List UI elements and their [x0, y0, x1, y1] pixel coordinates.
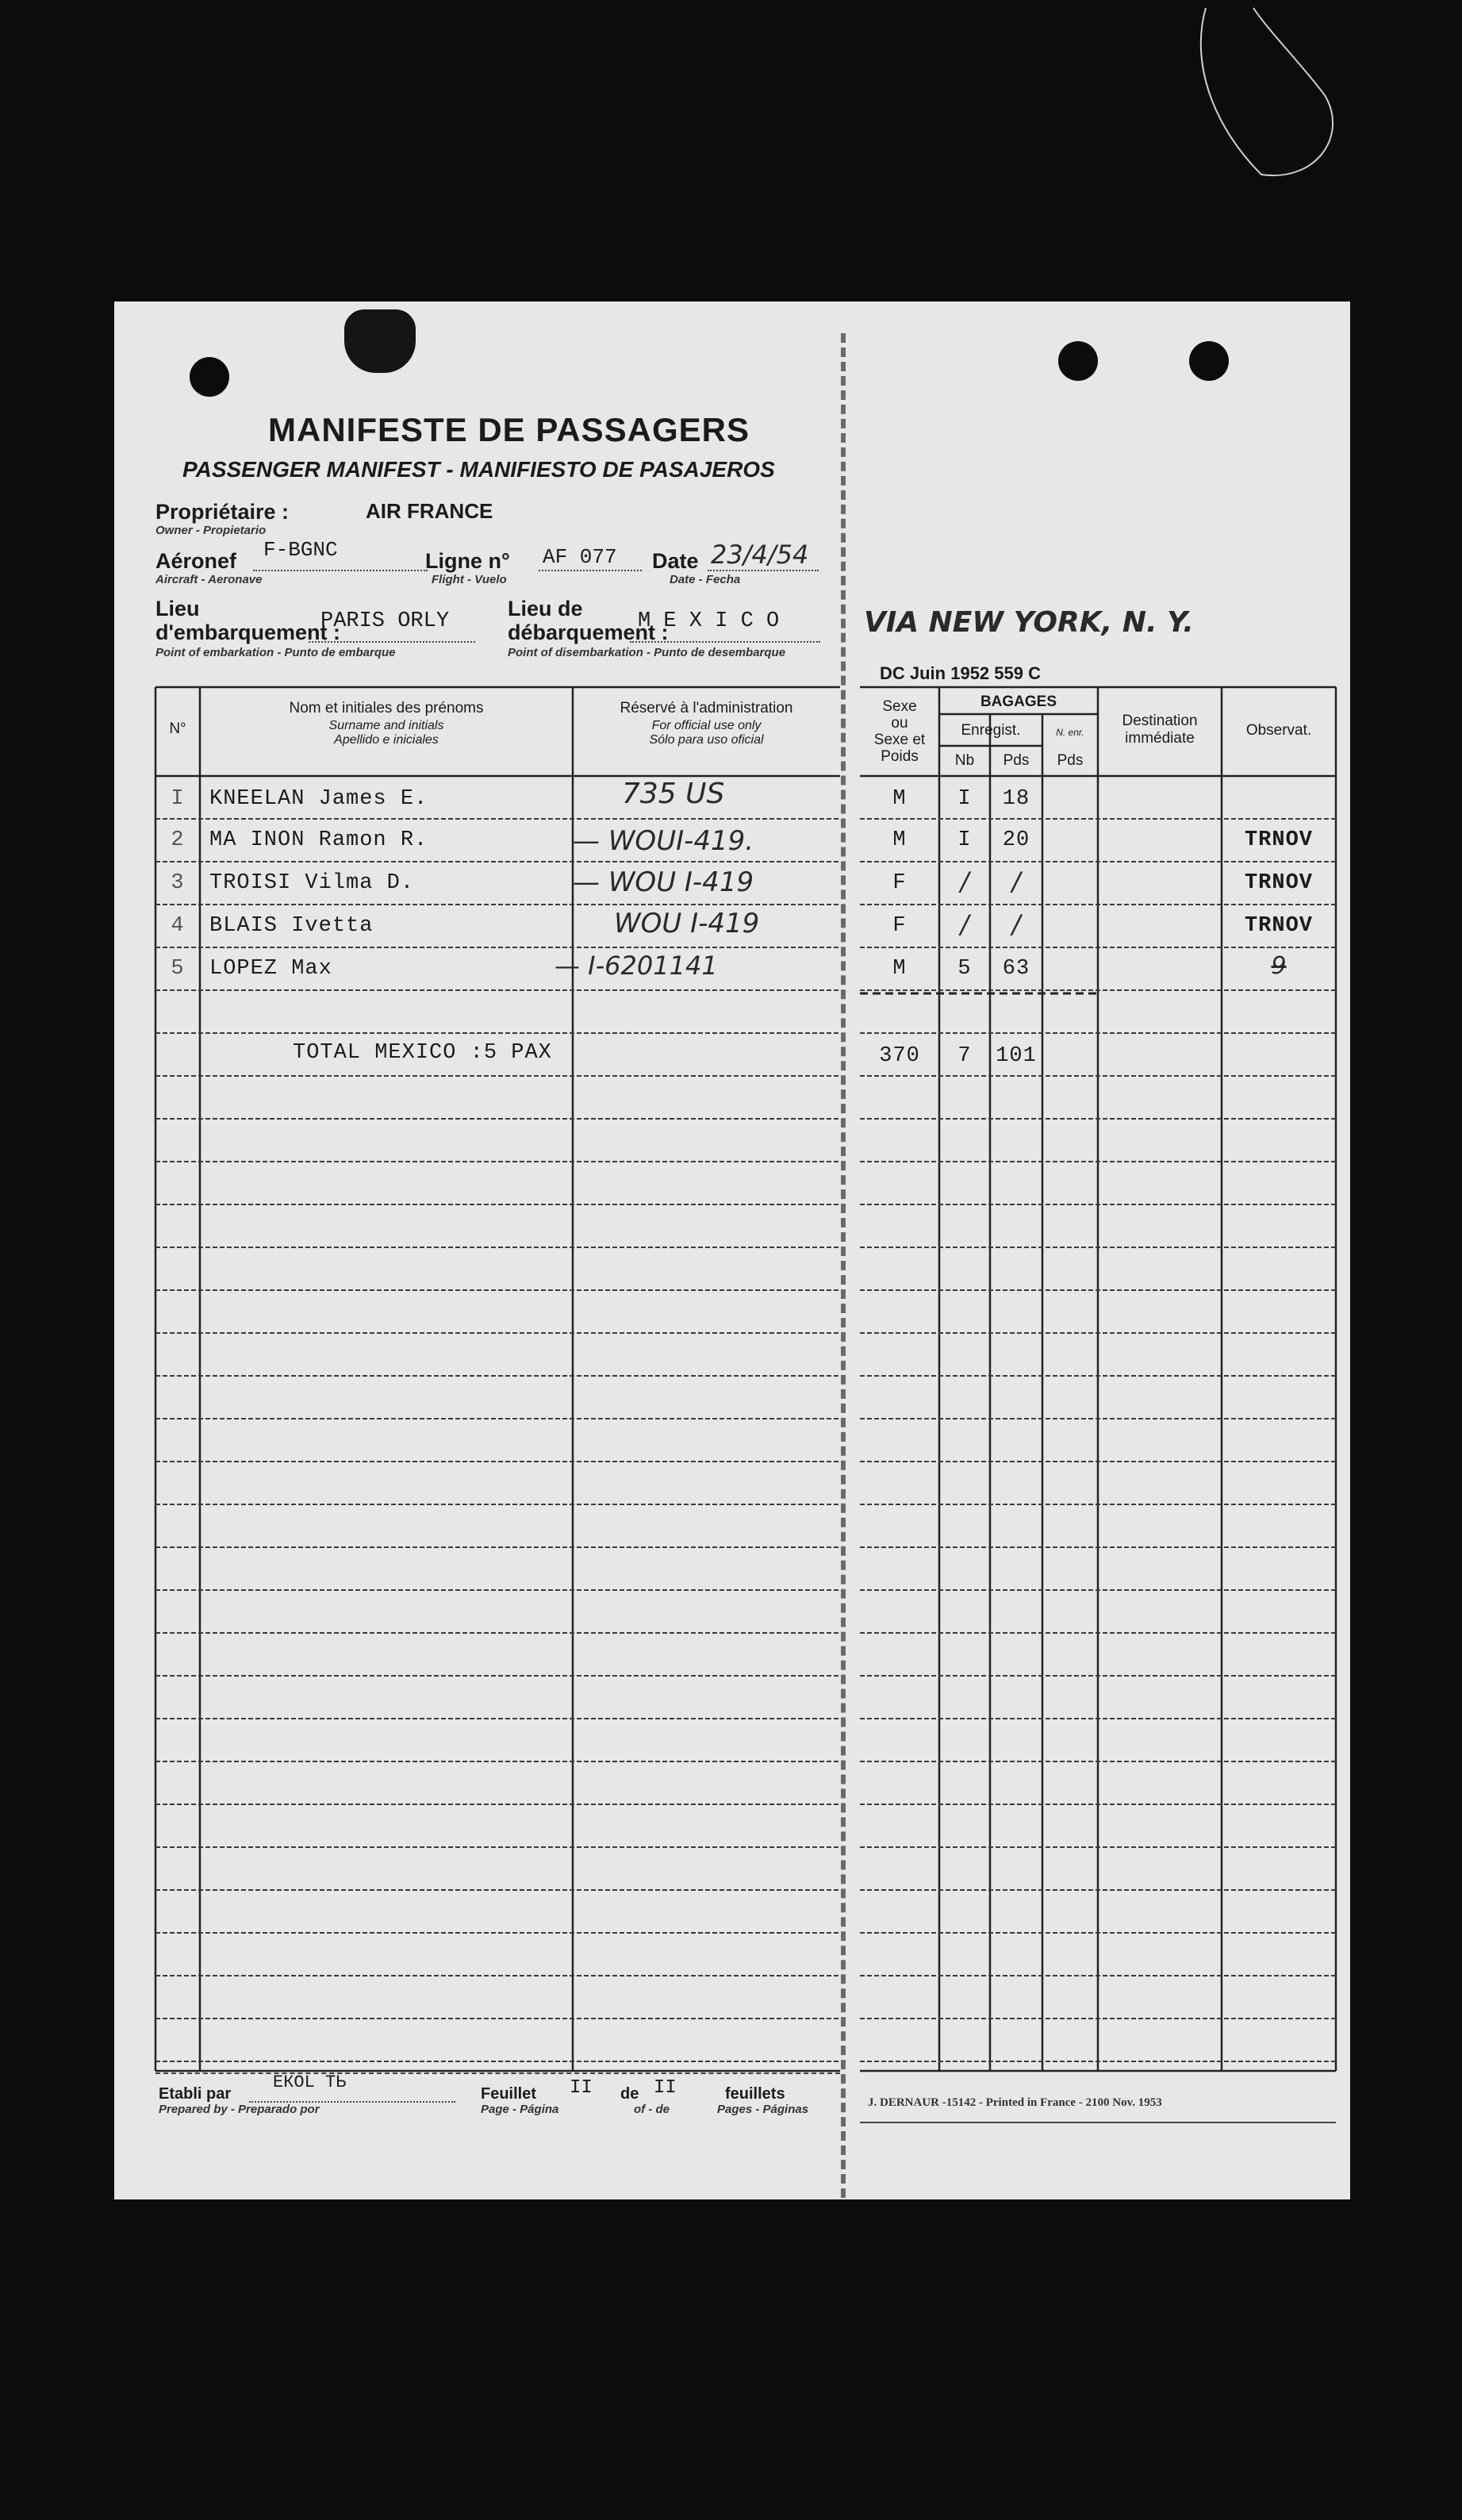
line-sub: Flight - Vuelo: [432, 573, 507, 586]
date-value: 23/4/54: [711, 540, 809, 570]
row-5-name: LOPEZ Max: [209, 957, 332, 981]
via-note: VIA NEW YORK, N. Y.: [864, 606, 1194, 639]
row-1-nb: I: [957, 787, 972, 811]
aircraft-sub: Aircraft - Aeronave: [155, 573, 263, 586]
of-label: de: [620, 2085, 639, 2103]
row-3-sex: F: [892, 871, 907, 895]
col-admin-header: Réservé à l'administration: [620, 700, 793, 716]
sheet-value: II: [570, 2077, 593, 2099]
col-name-header-es: Apellido e iniciales: [334, 733, 439, 747]
row-4-remarks: TRNOV: [1244, 914, 1313, 938]
row-4-pds: /: [1011, 909, 1021, 939]
row-5-admin-text: I-6201141: [588, 951, 718, 981]
row-3-admin: — WOU I-419: [573, 866, 754, 898]
page-subtitle: PASSENGER MANIFEST - MANIFIESTO DE PASAJEROS: [182, 457, 775, 482]
line-label: Ligne n°: [425, 549, 510, 573]
pages-sub: Pages - Páginas: [717, 2103, 809, 2116]
row-3-admin-text: WOU I-419: [608, 866, 754, 898]
aircraft-label: Aéronef: [155, 549, 237, 573]
row-3-no: 3: [171, 871, 185, 895]
page-title: MANIFESTE DE PASSAGERS: [268, 411, 750, 448]
row-5-nb: 5: [957, 957, 972, 981]
row-1-no: I: [171, 787, 185, 811]
col-no-header: N°: [169, 720, 186, 737]
row-5-sex: M: [892, 957, 907, 981]
embark-label-2: d'embarquement :: [155, 620, 340, 644]
row-2-admin: — WOUI-419.: [573, 825, 754, 857]
sheet-sub: Page - Página: [481, 2103, 559, 2116]
col-sex-header-3: Sexe et: [873, 732, 926, 748]
total-nb: 7: [957, 1044, 972, 1068]
col-destination-header-1: Destination: [1122, 713, 1198, 729]
row-1-admin: 735 US: [622, 778, 725, 810]
row-5-remarks: 9: [1271, 952, 1287, 980]
row-3-remarks: TRNOV: [1244, 871, 1313, 895]
form-code: DC Juin 1952 559 C: [880, 663, 1041, 683]
pages-label: feuillets: [725, 2085, 785, 2103]
col-sex-header-1: Sexe: [882, 698, 917, 715]
row-2-admin-text: WOUI-419.: [608, 825, 754, 857]
col-name-header-en: Surname and initials: [328, 719, 444, 732]
owner-sub: Owner - Propietario: [155, 524, 267, 537]
col-registered-header: Enregist.: [961, 722, 1021, 739]
row-3-nb: /: [960, 866, 969, 897]
col-pds-header: Pds: [1003, 752, 1030, 769]
disembark-sub: Point of disembarkation - Punto de desembarque: [508, 646, 786, 659]
printer-note: J. DERNAUR -15142 - Printed in France - 2100 Nov. 1953: [868, 2096, 1162, 2109]
row-2-remarks: TRNOV: [1244, 828, 1313, 852]
col-admin-header-es: Sólo para uso oficial: [649, 733, 764, 747]
prepared-sub: Prepared by - Preparado por: [159, 2103, 320, 2116]
total-label: TOTAL MEXICO :5 PAX: [293, 1041, 552, 1065]
manifest-sheet: [114, 302, 1350, 2199]
embark-value: PARIS ORLY: [320, 609, 450, 633]
disembark-label-1: Lieu de: [508, 597, 583, 620]
sheet-label: Feuillet: [481, 2085, 537, 2103]
row-2-name: MA INON Ramon R.: [209, 828, 428, 852]
date-label: Date: [652, 549, 699, 573]
col-sex-header-4: Poids: [881, 748, 919, 765]
row-2-nb: I: [957, 828, 972, 852]
row-5-admin: — I-6201141: [554, 951, 718, 981]
prepared-value: ЕКОL ТЬ: [273, 2072, 347, 2092]
row-5-no: 5: [171, 957, 185, 981]
col-name-header: Nom et initiales des prénoms: [289, 700, 484, 716]
line-value: AF 077: [543, 545, 617, 569]
col-remarks-header: Observat.: [1245, 722, 1312, 739]
table-grid: [114, 302, 1350, 2199]
row-4-name: BLAIS Ivetta: [209, 914, 374, 938]
col-nb-header: Nb: [954, 752, 975, 769]
col-baggage-header: BAGAGES: [980, 693, 1057, 710]
embark-label-1: Lieu: [155, 597, 200, 620]
owner-label: Propriétaire :: [155, 500, 290, 524]
of-sub: of - de: [634, 2103, 670, 2116]
disembark-label-2: débarquement :: [508, 620, 669, 644]
row-4-no: 4: [171, 914, 185, 938]
row-2-pds: 20: [1002, 828, 1030, 852]
row-4-nb: /: [960, 909, 969, 939]
scribble-mark: [1158, 0, 1356, 190]
prepared-label: Etabli par: [159, 2085, 232, 2103]
col-admin-header-en: For official use only: [651, 719, 762, 732]
owner-value: AIR FRANCE: [366, 499, 493, 523]
row-2-sex: M: [892, 828, 907, 852]
row-1-name: KNEELAN James E.: [209, 787, 428, 811]
aircraft-value: F-BGNC: [263, 538, 338, 562]
row-3-name: TROISI Vilma D.: [209, 871, 415, 895]
row-4-admin: WOU I-419: [614, 908, 760, 939]
row-4-sex: F: [892, 914, 907, 938]
col-destination-header-2: immédiate: [1125, 730, 1195, 747]
of-value: II: [654, 2077, 677, 2099]
col-unreg-header: N. enr.: [1056, 727, 1084, 738]
disembark-value: M E X I C O: [638, 609, 780, 633]
row-1-pds: 18: [1002, 787, 1030, 811]
date-sub: Date - Fecha: [670, 573, 741, 586]
row-1-sex: M: [892, 787, 907, 811]
total-weight: 370: [879, 1044, 920, 1068]
total-pds: 101: [996, 1044, 1037, 1068]
row-5-pds: 63: [1002, 957, 1030, 981]
col-unreg-pds-header: Pds: [1057, 752, 1084, 769]
col-sex-header-2: ou: [891, 715, 908, 732]
row-2-no: 2: [171, 828, 185, 852]
embark-sub: Point of embarkation - Punto de embarque: [155, 646, 396, 659]
row-3-pds: /: [1011, 866, 1021, 897]
